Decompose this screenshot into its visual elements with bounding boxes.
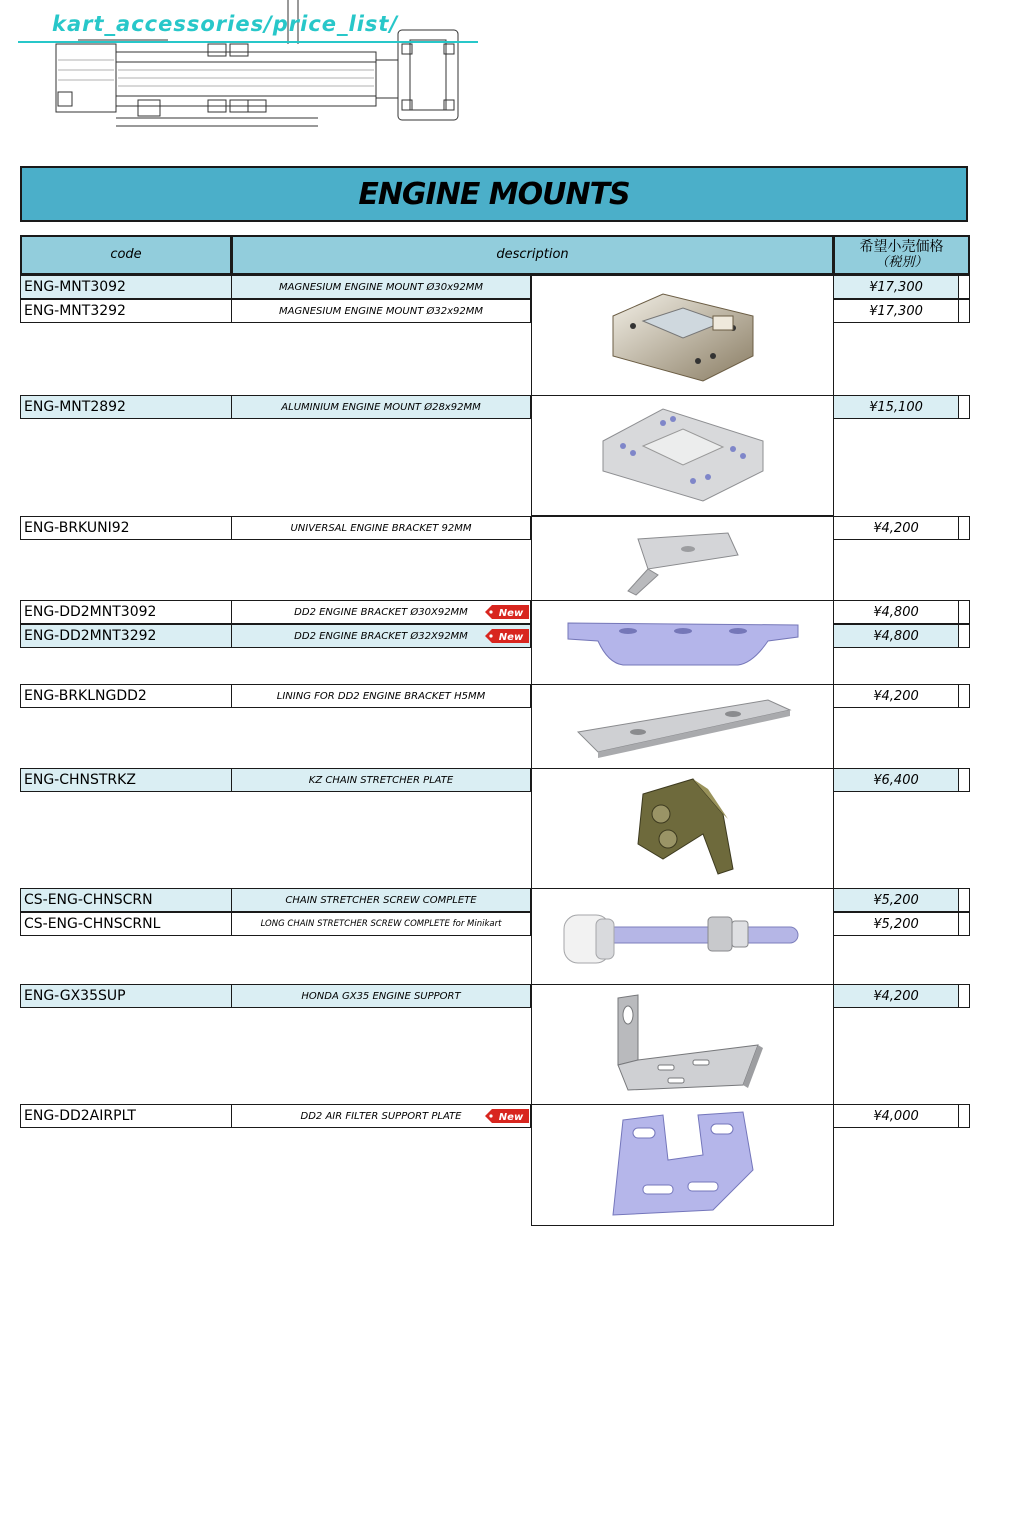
column-header-code-label: code	[110, 247, 142, 262]
gx35-support-image	[598, 990, 768, 1100]
table-row-description: LINING FOR DD2 ENGINE BRACKET H5MM	[231, 684, 531, 708]
table-row-description: DD2 AIR FILTER SUPPORT PLATE	[231, 1104, 531, 1128]
column-header-code	[20, 235, 232, 275]
air-filter-plate-image	[593, 1110, 773, 1220]
table-row-price: ¥4,800	[833, 600, 959, 624]
table-row-description: MAGNESIUM ENGINE MOUNT Ø32x92MM	[231, 299, 531, 323]
table-row-price: ¥4,000	[833, 1104, 959, 1128]
table-row-description: CHAIN STRETCHER SCREW COMPLETE	[231, 888, 531, 912]
table-row-description: MAGNESIUM ENGINE MOUNT Ø30x92MM	[231, 275, 531, 299]
table-row-code: CS-ENG-CHNSCRN	[20, 888, 232, 912]
page-title: ENGINE MOUNTS	[358, 176, 630, 212]
aluminium-mount-image	[593, 401, 773, 511]
table-row-marker	[958, 768, 970, 792]
table-row-code: CS-ENG-CHNSCRNL	[20, 912, 232, 936]
kz-chain-plate-image	[623, 774, 743, 884]
column-header-price-tax-note: （税別）	[875, 255, 928, 270]
column-header-price-label: 希望小売価格	[859, 239, 944, 255]
product-image-dd2-bracket	[531, 600, 834, 685]
tag-icon	[484, 1108, 530, 1124]
lining-plate-image	[568, 692, 798, 762]
table-row-price: ¥6,400	[833, 768, 959, 792]
table-row-description: KZ CHAIN STRETCHER PLATE	[231, 768, 531, 792]
product-image-kz-chain-plate	[531, 768, 834, 889]
table-row-code: ENG-MNT3092	[20, 275, 232, 299]
table-row-code: ENG-GX35SUP	[20, 984, 232, 1008]
universal-bracket-image	[618, 519, 748, 599]
product-image-aluminium-mount	[531, 395, 834, 516]
new-badge-label: New	[498, 1112, 524, 1123]
product-image-gx35-support	[531, 984, 834, 1105]
table-row-description: UNIVERSAL ENGINE BRACKET 92MM	[231, 516, 531, 540]
table-row-marker	[958, 275, 970, 299]
table-row-price: ¥5,200	[833, 888, 959, 912]
tag-icon	[484, 604, 530, 620]
magnesium-mount-image	[603, 286, 763, 386]
table-row-description: LONG CHAIN STRETCHER SCREW COMPLETE for Minikart	[231, 912, 531, 936]
tag-icon	[484, 628, 530, 644]
dd2-bracket-image	[563, 613, 803, 673]
new-badge	[484, 1108, 530, 1124]
table-row-description: ALUMINIUM ENGINE MOUNT Ø28x92MM	[231, 395, 531, 419]
section-title-bar	[20, 166, 968, 222]
table-row-description: DD2 ENGINE BRACKET Ø30X92MM	[231, 600, 531, 624]
new-badge	[484, 628, 530, 644]
table-row-marker	[958, 888, 970, 912]
table-row-code: ENG-BRKLNGDD2	[20, 684, 232, 708]
table-row-description: HONDA GX35 ENGINE SUPPORT	[231, 984, 531, 1008]
column-header-description	[231, 235, 834, 275]
header-banner	[18, 0, 478, 140]
table-row-code: ENG-MNT2892	[20, 395, 232, 419]
table-row-marker	[958, 600, 970, 624]
table-row-price: ¥15,100	[833, 395, 959, 419]
table-row-marker	[958, 984, 970, 1008]
breadcrumb: kart_accessories/price_list/	[52, 12, 399, 36]
table-row-price: ¥17,300	[833, 299, 959, 323]
product-image-universal-bracket	[531, 516, 834, 601]
table-row-marker	[958, 912, 970, 936]
table-row-marker	[958, 299, 970, 323]
product-image-chain-screw	[531, 888, 834, 985]
table-row-description: DD2 ENGINE BRACKET Ø32X92MM	[231, 624, 531, 648]
table-row-price: ¥4,200	[833, 984, 959, 1008]
table-row-code: ENG-CHNSTRKZ	[20, 768, 232, 792]
new-badge	[484, 604, 530, 620]
product-image-magnesium-mount	[531, 275, 834, 396]
table-row-price: ¥4,200	[833, 516, 959, 540]
table-row-marker	[958, 516, 970, 540]
table-row-marker	[958, 684, 970, 708]
product-image-lining	[531, 684, 834, 769]
table-row-code: ENG-MNT3292	[20, 299, 232, 323]
table-row-code: ENG-DD2MNT3292	[20, 624, 232, 648]
new-badge-label: New	[498, 632, 524, 643]
table-row-code: ENG-BRKUNI92	[20, 516, 232, 540]
table-row-marker	[958, 395, 970, 419]
column-header-description-label: description	[496, 247, 569, 262]
table-row-marker	[958, 624, 970, 648]
table-row-price: ¥4,200	[833, 684, 959, 708]
table-row-price: ¥17,300	[833, 275, 959, 299]
chain-screw-image	[558, 897, 808, 977]
table-row-code: ENG-DD2MNT3092	[20, 600, 232, 624]
table-row-price: ¥4,800	[833, 624, 959, 648]
product-image-air-filter-plate	[531, 1104, 834, 1226]
table-row-price: ¥5,200	[833, 912, 959, 936]
table-row-code: ENG-DD2AIRPLT	[20, 1104, 232, 1128]
new-badge-label: New	[498, 608, 524, 619]
table-row-marker	[958, 1104, 970, 1128]
column-header-price	[833, 235, 970, 275]
